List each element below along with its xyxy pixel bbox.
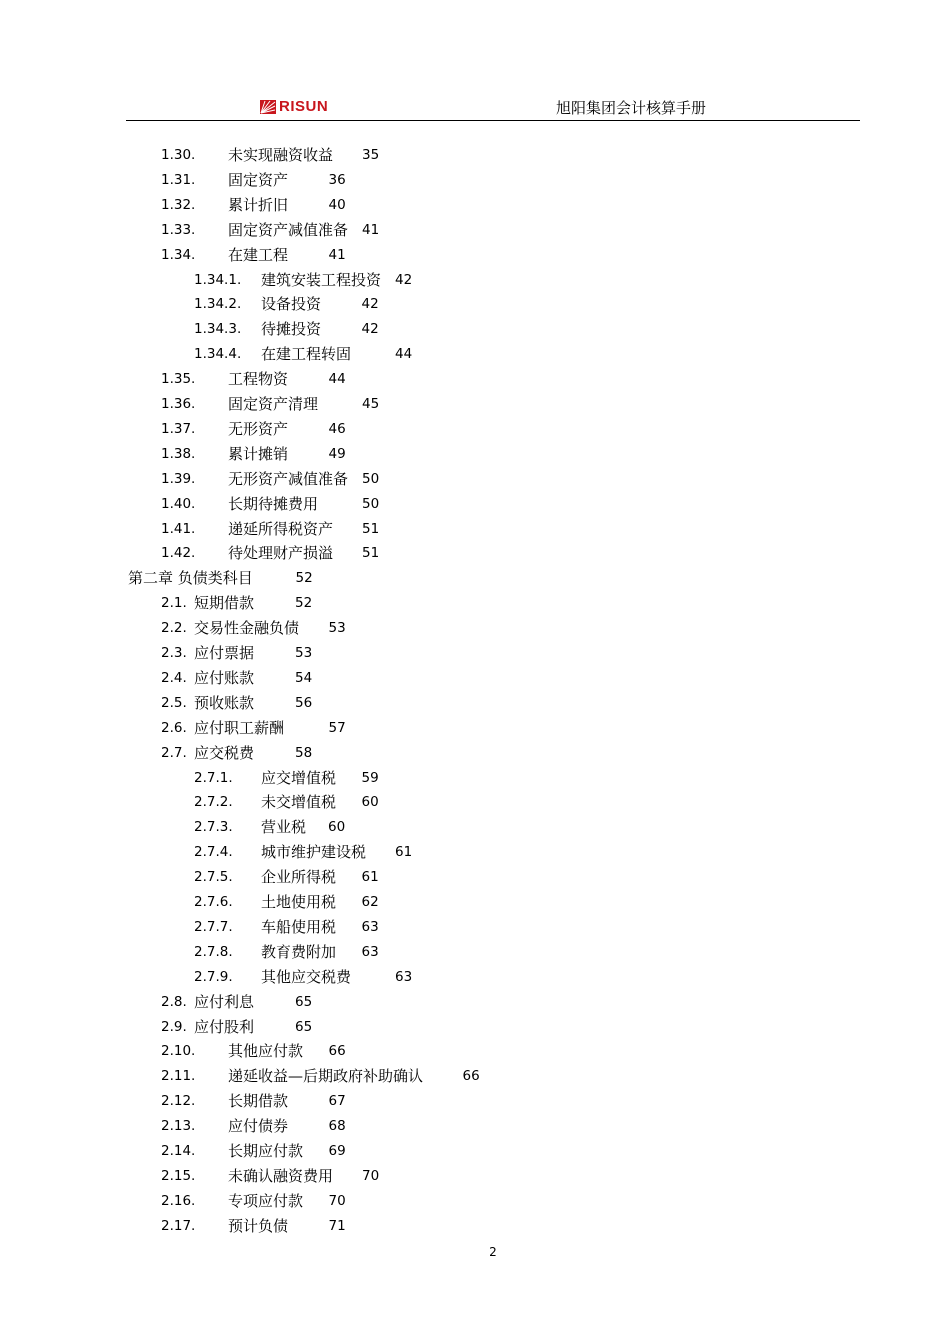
toc-entry-page: 57 [328, 719, 346, 736]
toc-entry-number: 1.30. [161, 147, 196, 163]
toc-entry-number: 2.7.6. [194, 894, 233, 910]
toc-entry-number: 2.14. [161, 1143, 196, 1159]
toc-entry-page: 69 [328, 1143, 346, 1159]
toc-entry-page: 51 [362, 545, 380, 562]
toc-entry-number: 1.34.3. [194, 321, 242, 338]
toc-entry-number: 2.7.3. [194, 819, 233, 836]
toc-entry-number: 2.5. [161, 694, 187, 711]
toc-entry-title: 长期借款 [228, 1092, 289, 1111]
toc-entry-number: 1.39. [161, 470, 196, 487]
toc-entry-page: 71 [328, 1217, 346, 1234]
toc-entry-number: 2.9. [161, 1018, 187, 1035]
toc-entry-title: 在建工程 [228, 245, 289, 264]
toc-entry-number: 1.34.2. [194, 296, 242, 313]
toc-entry-page: 70 [362, 1167, 380, 1184]
toc-entry-page: 46 [328, 420, 346, 437]
toc-entry-page: 53 [328, 620, 346, 637]
toc-entry-page: 63 [395, 968, 413, 985]
toc-entry-page: 63 [361, 918, 379, 935]
toc-entry-page: 67 [328, 1093, 346, 1110]
toc-entry-title: 递延所得税资产 [228, 519, 334, 538]
toc-entry-title: 未交增值税 [261, 793, 337, 812]
toc-entry-page: 60 [328, 819, 346, 836]
toc-entry-number: 2.3. [161, 645, 187, 661]
toc-entry-title: 营业税 [261, 818, 307, 837]
toc-entry-title: 长期待摊费用 [228, 494, 319, 513]
toc-entry-title: 递延收益—后期政府补助确认 [228, 1067, 424, 1086]
toc-entry-page: 41 [328, 246, 346, 263]
toc-entry-number: 1.35. [161, 371, 196, 388]
toc-entry-title: 未实现融资收益 [228, 146, 334, 164]
toc-entry-number: 1.41. [161, 520, 196, 537]
toc-entry-number: 2.7.7. [194, 918, 233, 935]
toc-entry-title: 土地使用税 [261, 893, 337, 911]
toc-entry-title: 第二章 负债类科目 [128, 569, 253, 588]
toc-entry-number: 2.7.4. [194, 844, 233, 861]
toc-entry-page: 65 [295, 993, 313, 1010]
toc-entry-number: 2.4. [161, 669, 187, 686]
toc-entry-title: 教育费附加 [261, 942, 337, 961]
toc-entry-title: 预收账款 [194, 693, 255, 712]
sun-logo-icon [260, 100, 276, 114]
toc-entry-page: 51 [362, 520, 380, 537]
toc-entry-number: 2.11. [161, 1068, 196, 1085]
toc-entry-page: 66 [328, 1043, 346, 1060]
toc-entry-title: 其他应付款 [228, 1042, 304, 1061]
toc-entry-number: 1.32. [161, 196, 196, 213]
toc-entry-page: 61 [395, 844, 413, 861]
toc-entry-page: 65 [295, 1018, 313, 1035]
toc-entry-number: 1.38. [161, 445, 196, 462]
toc-entry-page: 50 [362, 470, 380, 487]
toc-entry-title: 建筑安装工程投资 [261, 270, 382, 289]
toc-entry-page: 61 [361, 869, 379, 886]
toc-entry-title: 待处理财产损溢 [228, 544, 334, 563]
toc-entry-number: 1.40. [161, 495, 196, 512]
toc-entry-title: 固定资产清理 [228, 395, 319, 413]
toc-entry-title: 累计摊销 [228, 444, 289, 463]
toc-entry-number: 2.17. [161, 1217, 196, 1234]
toc-entry-page: 58 [295, 744, 313, 761]
header-title: 旭阳集团会计核算手册 [556, 99, 707, 117]
toc-entry-number: 2.7. [161, 744, 187, 761]
page-number: 2 [489, 1245, 497, 1259]
toc-entry-page: 66 [462, 1068, 480, 1085]
toc-entry-title: 车船使用税 [261, 917, 337, 936]
toc-entry-title: 未确认融资费用 [228, 1166, 334, 1185]
toc-entry-number: 1.33. [161, 221, 196, 238]
toc-entry-number: 2.16. [161, 1192, 196, 1209]
toc-entry-page: 62 [361, 894, 379, 910]
toc-entry-title: 无形资产 [228, 419, 289, 438]
toc-entry-number: 2.7.9. [194, 968, 233, 985]
toc-entry-number: 2.6. [161, 719, 187, 736]
toc-entry-title: 交易性金融负债 [194, 619, 300, 638]
toc-entry-number: 2.8. [161, 993, 187, 1010]
toc-entry-number: 2.2. [161, 620, 187, 637]
toc-entry-page: 41 [362, 221, 380, 238]
toc-entry-page: 52 [295, 570, 313, 587]
toc-entry-number: 2.7.5. [194, 869, 233, 886]
toc-entry-title: 应付债券 [228, 1117, 289, 1136]
toc-entry-page: 63 [361, 943, 379, 960]
toc-entry-title: 工程物资 [228, 370, 289, 389]
toc-entry-page: 44 [328, 371, 346, 388]
toc-entry-number: 2.7.2. [194, 794, 233, 811]
toc-entry-page: 52 [295, 595, 313, 612]
risun-logo [260, 100, 328, 114]
toc-entry-title: 固定资产减值准备 [228, 220, 349, 239]
toc-entry-number: 2.1. [161, 595, 187, 612]
toc-entry-number: 2.12. [161, 1093, 196, 1110]
page-header [126, 94, 860, 121]
toc-entry-title: 应付票据 [194, 644, 255, 662]
toc-entry-title: 城市维护建设税 [261, 843, 367, 862]
toc-entry-page: 42 [361, 321, 379, 338]
toc-entry-title: 长期应付款 [228, 1142, 304, 1160]
toc-entry-title: 其他应交税费 [261, 967, 352, 986]
toc-entry-number: 2.13. [161, 1118, 196, 1135]
toc-entry-number: 1.34.4. [194, 346, 242, 363]
toc-entry-number: 2.7.8. [194, 943, 233, 960]
toc-entry-page: 56 [295, 694, 313, 711]
toc-entry-title: 应付职工薪酬 [194, 718, 285, 737]
toc-entry-number: 2.7.1. [194, 769, 233, 786]
toc-entry-page: 60 [361, 794, 379, 811]
toc-entry-title: 应交增值税 [261, 768, 337, 787]
toc-entry-title: 应付利息 [194, 992, 255, 1011]
toc-entry-page: 36 [328, 171, 346, 188]
toc-entry-title: 企业所得税 [261, 868, 337, 887]
toc-entry-number: 1.31. [161, 171, 196, 188]
toc-entry-title: 应付账款 [194, 668, 255, 687]
toc-entry-title: 应交税费 [194, 743, 255, 762]
toc-entry-title: 固定资产 [228, 170, 289, 189]
toc-entry-title: 设备投资 [261, 295, 322, 314]
toc-entry-title: 专项应付款 [228, 1191, 304, 1210]
toc-entry-page: 53 [295, 645, 313, 661]
toc-entry-number: 1.34.1. [194, 271, 242, 288]
toc-entry-title: 短期借款 [194, 594, 255, 613]
toc-entry-page: 68 [328, 1118, 346, 1135]
toc-entry-number: 1.36. [161, 396, 196, 412]
toc-entry-title: 待摊投资 [261, 320, 322, 339]
toc-entry-page: 50 [362, 495, 380, 512]
toc-entry-title: 预计负债 [228, 1216, 289, 1235]
toc-entry-page: 42 [395, 271, 413, 288]
toc-entry-page: 45 [362, 396, 380, 412]
toc-entry-page: 59 [361, 769, 379, 786]
toc-entry-page: 42 [361, 296, 379, 313]
toc-entry-title: 无形资产减值准备 [228, 469, 349, 488]
toc-entry-page: 54 [295, 669, 313, 686]
toc-entry-number: 1.34. [161, 246, 196, 263]
logo-text: RISUN [279, 98, 329, 115]
toc-entry-title: 累计折旧 [228, 195, 289, 214]
toc-entry-page: 49 [328, 445, 346, 462]
toc-entry-number: 1.37. [161, 420, 196, 437]
toc-entry-number: 2.15. [161, 1167, 196, 1184]
toc-entry-number: 2.10. [161, 1043, 196, 1060]
toc-entry-page: 44 [395, 346, 413, 363]
toc-entry-title: 应付股利 [194, 1017, 255, 1036]
toc-entry-page: 40 [328, 196, 346, 213]
toc-entry-number: 1.42. [161, 545, 196, 562]
toc-entry-title: 在建工程转固 [261, 345, 352, 364]
toc-entry-page: 70 [328, 1192, 346, 1209]
toc-entry-page: 35 [362, 147, 380, 163]
